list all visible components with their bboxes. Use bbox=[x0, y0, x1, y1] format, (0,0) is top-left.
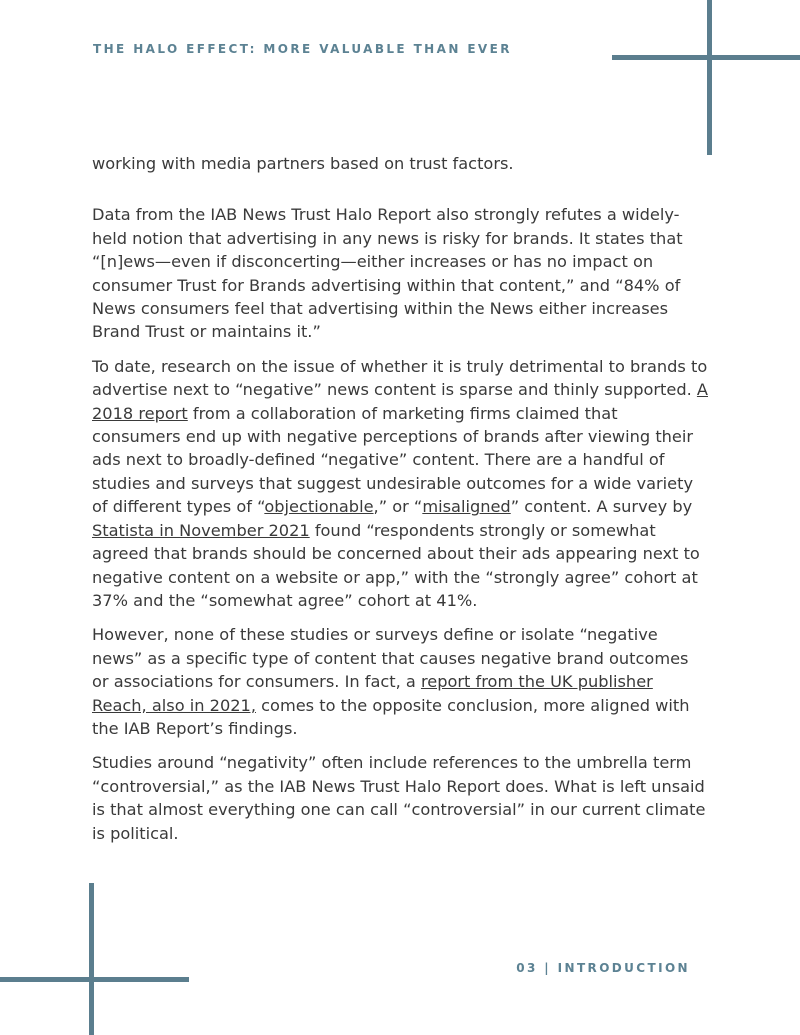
text-span: However, none of these studies or surveys define or isolate “negative news” as a specific type of content that causes negative brand outcomes or associations for consumers. In fact, a bbox=[92, 625, 689, 692]
decorative-cross-bottom-horizontal bbox=[0, 977, 189, 982]
text-span: from a collaboration of marketing firms claimed that consumers end up with negative perceptions of brands after viewing their ads next to broadly-defined “negative” content. There are a handful of studies and surveys that suggest undesirable outcomes for a wide variety of different types of “ bbox=[92, 403, 694, 517]
link-objectionable[interactable]: objectionable bbox=[264, 497, 374, 517]
link-misaligned[interactable]: misaligned bbox=[422, 497, 511, 517]
running-header: THE HALO EFFECT: MORE VALUABLE THAN EVER bbox=[93, 42, 512, 56]
paragraph-negativity: Studies around “negativity” often include references to the umbrella term “controversial,” as the IAB News Trust Halo Report does. What is left unsaid is that almost everything one can call “controversial” in our current climate is political. bbox=[92, 753, 706, 843]
link-reach-report[interactable]: report from the UK publisher Reach, also in 2021, bbox=[92, 672, 653, 715]
paragraph-however bbox=[92, 623, 710, 740]
page-footer: 03 | INTRODUCTION bbox=[516, 961, 690, 975]
body-text bbox=[92, 152, 710, 845]
text-span: ,” or “ bbox=[373, 497, 423, 517]
text-span: To date, research on the issue of whether it is truly detrimental to brands to advertise next to “negative” news content is sparse and thinly supported. bbox=[92, 356, 708, 400]
text-span: found “respondents strongly or somewhat agreed that brands should be concerned about their ads appearing next to negative content on a website or app,” with the “strongly agree” cohort at 37% and the “somewhat agree” cohort at 41%. bbox=[92, 520, 700, 610]
text-span: comes to the opposite conclusion, more aligned with the IAB Report’s findings. bbox=[92, 695, 690, 738]
link-statista-survey[interactable]: Statista in November 2021 bbox=[92, 520, 310, 540]
text-span: ” content. A survey by bbox=[510, 497, 693, 517]
decorative-cross-bottom-vertical bbox=[89, 883, 94, 1035]
paragraph-research bbox=[92, 355, 710, 612]
paragraph-continued: working with media partners based on trust factors. bbox=[92, 154, 514, 173]
link-2018-report[interactable]: A 2018 report bbox=[92, 380, 708, 423]
decorative-cross-top-vertical bbox=[707, 0, 712, 155]
decorative-cross-top-horizontal bbox=[612, 55, 800, 60]
paragraph-iab-report: Data from the IAB News Trust Halo Report also strongly refutes a widely-held notion that advertising in any news is risky for brands. It states that “[n]ews—even if disconcerting—either increases or has no impact on consumer Trust for Brands advertising within that content,” and “84% of News consumers feel that advertising within the News either increases Brand Trust or maintains it.” bbox=[92, 205, 683, 342]
